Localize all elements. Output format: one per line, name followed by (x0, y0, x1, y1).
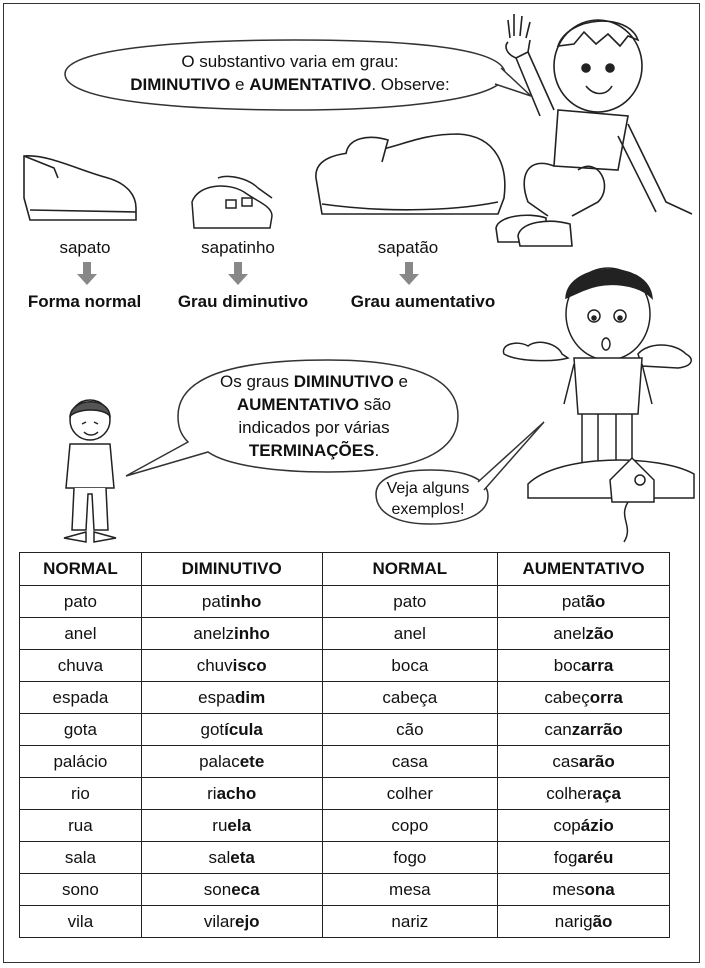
word-text: mesa (389, 879, 431, 899)
table-row (20, 586, 670, 618)
aumentativo-cell (498, 746, 670, 778)
word-text: son (203, 879, 232, 899)
suffix-text: ícula (224, 719, 263, 739)
normal-shoe-image (18, 148, 142, 228)
suffix-text: zarrão (571, 719, 623, 739)
diminutivo-cell (141, 682, 322, 714)
word-text: can (544, 719, 572, 739)
word-text: colher (386, 783, 433, 803)
grade-label-3: Grau aumentativo (350, 292, 496, 311)
word-text: pat (561, 591, 586, 611)
suffix-text: eta (230, 847, 255, 867)
normal-word-cell (20, 746, 142, 778)
header-diminutivo: DIMINUTIVO (141, 553, 322, 586)
table-row (20, 618, 670, 650)
suffix-text: ela (227, 815, 252, 835)
aumentativo-cell (498, 682, 670, 714)
word-text: pato (393, 591, 427, 611)
word-text: palácio (53, 751, 108, 771)
word-text: cão (396, 719, 424, 739)
word-text: boca (391, 655, 429, 675)
suffix-text: aréu (577, 847, 614, 867)
word-text: vila (67, 911, 94, 931)
normal-word-cell (322, 842, 498, 874)
table-row (20, 874, 670, 906)
word-text: sono (61, 879, 99, 899)
normal-word-cell (322, 586, 498, 618)
word-text: cabeç (544, 687, 590, 707)
shoe-word-2: sapatinho (201, 238, 275, 257)
normal-word-cell (20, 682, 142, 714)
table-row (20, 650, 670, 682)
word-text: boc (553, 655, 582, 675)
aumentativo-cell (498, 586, 670, 618)
suffix-text: ejo (234, 911, 260, 931)
normal-word-cell (20, 906, 142, 938)
curious-boy-illustration (498, 254, 698, 544)
table-row (20, 714, 670, 746)
suffix-text: arão (578, 751, 615, 771)
suffix-text: ão (585, 591, 606, 611)
normal-word-cell (322, 810, 498, 842)
normal-word-cell (20, 842, 142, 874)
waving-boy-illustration (488, 6, 700, 250)
table-row (20, 906, 670, 938)
small-bubble-text: Veja alguns exemplos! (386, 480, 470, 518)
word-text: rua (68, 815, 93, 835)
grau-table (19, 552, 670, 938)
diminutivo-cell (141, 906, 322, 938)
diminutivo-cell (141, 714, 322, 746)
table-row (20, 810, 670, 842)
table-body (20, 586, 670, 938)
word-text: cabeça (382, 687, 438, 707)
diminutivo-cell (141, 650, 322, 682)
normal-word-cell (322, 778, 498, 810)
normal-word-cell (322, 746, 498, 778)
word-text: casa (391, 751, 428, 771)
word-text: narig (554, 911, 593, 931)
shoe-word-3: sapatão (377, 238, 439, 257)
big-shoe-image (308, 128, 512, 220)
diminutivo-cell (141, 842, 322, 874)
normal-word-cell (20, 778, 142, 810)
aumentativo-cell (498, 810, 670, 842)
normal-word-cell (322, 650, 498, 682)
suffix-text: ão (592, 911, 613, 931)
intro-line-1: O substantivo varia em grau: (181, 52, 399, 71)
word-text: pato (63, 591, 97, 611)
word-text: got (200, 719, 225, 739)
aumentativo-cell (498, 650, 670, 682)
middle-bubble-text: Os graus DIMINUTIVO e AUMENTATIVO são indicados por várias TERMINAÇÕES. (220, 372, 408, 460)
aumentativo-cell (498, 874, 670, 906)
smiling-kid-illustration (56, 394, 126, 548)
suffix-text: isco (232, 655, 267, 675)
word-text: chuv (196, 655, 233, 675)
word-text: ri (207, 783, 217, 803)
suffix-text: arra (581, 655, 614, 675)
down-arrow-icon (227, 262, 249, 286)
word-text: copo (391, 815, 429, 835)
suffix-text: inho (225, 591, 262, 611)
suffix-text: aça (592, 783, 621, 803)
word-text: anel (393, 623, 426, 643)
grade-label-2: Grau diminutivo (177, 292, 309, 311)
normal-word-cell (20, 810, 142, 842)
table-row (20, 746, 670, 778)
word-text: sal (208, 847, 231, 867)
normal-word-cell (20, 874, 142, 906)
aumentativo-cell (498, 906, 670, 938)
diminutivo-cell (141, 874, 322, 906)
word-text: anelz (193, 623, 235, 643)
small-shoe-image (188, 172, 278, 234)
header-aumentativo: AUMENTATIVO (498, 553, 670, 586)
word-text: palac (199, 751, 240, 771)
word-text: cop (553, 815, 581, 835)
normal-word-cell (322, 874, 498, 906)
aumentativo-cell (498, 842, 670, 874)
suffix-text: orra (589, 687, 623, 707)
word-text: espa (198, 687, 235, 707)
word-text: fogo (393, 847, 427, 867)
normal-word-cell (20, 714, 142, 746)
diminutivo-cell (141, 618, 322, 650)
table-header-row (20, 553, 670, 586)
aumentativo-cell (498, 714, 670, 746)
suffix-text: zão (585, 623, 614, 643)
word-text: gota (63, 719, 97, 739)
word-text: pat (201, 591, 226, 611)
word-text: mes (552, 879, 585, 899)
down-arrow-icon (76, 262, 98, 286)
word-text: sala (64, 847, 96, 867)
diminutivo-cell (141, 810, 322, 842)
word-text: anel (64, 623, 97, 643)
word-text: cas (552, 751, 579, 771)
normal-word-cell (322, 618, 498, 650)
normal-word-cell (20, 650, 142, 682)
table-row (20, 842, 670, 874)
normal-word-cell (322, 682, 498, 714)
word-text: fog (553, 847, 578, 867)
aumentativo-cell (498, 778, 670, 810)
diminutivo-cell (141, 586, 322, 618)
header-normal: NORMAL (20, 553, 142, 586)
intro-line-2: DIMINUTIVO e AUMENTATIVO. Observe: (130, 75, 450, 94)
aumentativo-cell (498, 618, 670, 650)
word-text: nariz (391, 911, 429, 931)
header-normal: NORMAL (322, 553, 498, 586)
word-text: vilar (203, 911, 235, 931)
grade-label-1: Forma normal (27, 292, 142, 311)
suffix-text: ázio (580, 815, 614, 835)
table-row (20, 682, 670, 714)
word-text: ru (212, 815, 228, 835)
suffix-text: ona (584, 879, 615, 899)
word-text: rio (70, 783, 90, 803)
normal-word-cell (322, 714, 498, 746)
suffix-text: inho (234, 623, 270, 643)
intro-bubble-text (70, 50, 510, 96)
down-arrow-icon (398, 262, 420, 286)
word-text: espada (52, 687, 109, 707)
word-text: chuva (57, 655, 104, 675)
suffix-text: ete (239, 751, 265, 771)
suffix-text: eca (231, 879, 260, 899)
diminutivo-cell (141, 778, 322, 810)
table-row (20, 778, 670, 810)
normal-word-cell (20, 586, 142, 618)
diminutivo-cell (141, 746, 322, 778)
normal-word-cell (20, 618, 142, 650)
word-text: colher (546, 783, 593, 803)
shoe-word-1: sapato (59, 238, 111, 257)
normal-word-cell (322, 906, 498, 938)
suffix-text: dim (235, 687, 266, 707)
word-text: anel (553, 623, 586, 643)
suffix-text: acho (216, 783, 257, 803)
